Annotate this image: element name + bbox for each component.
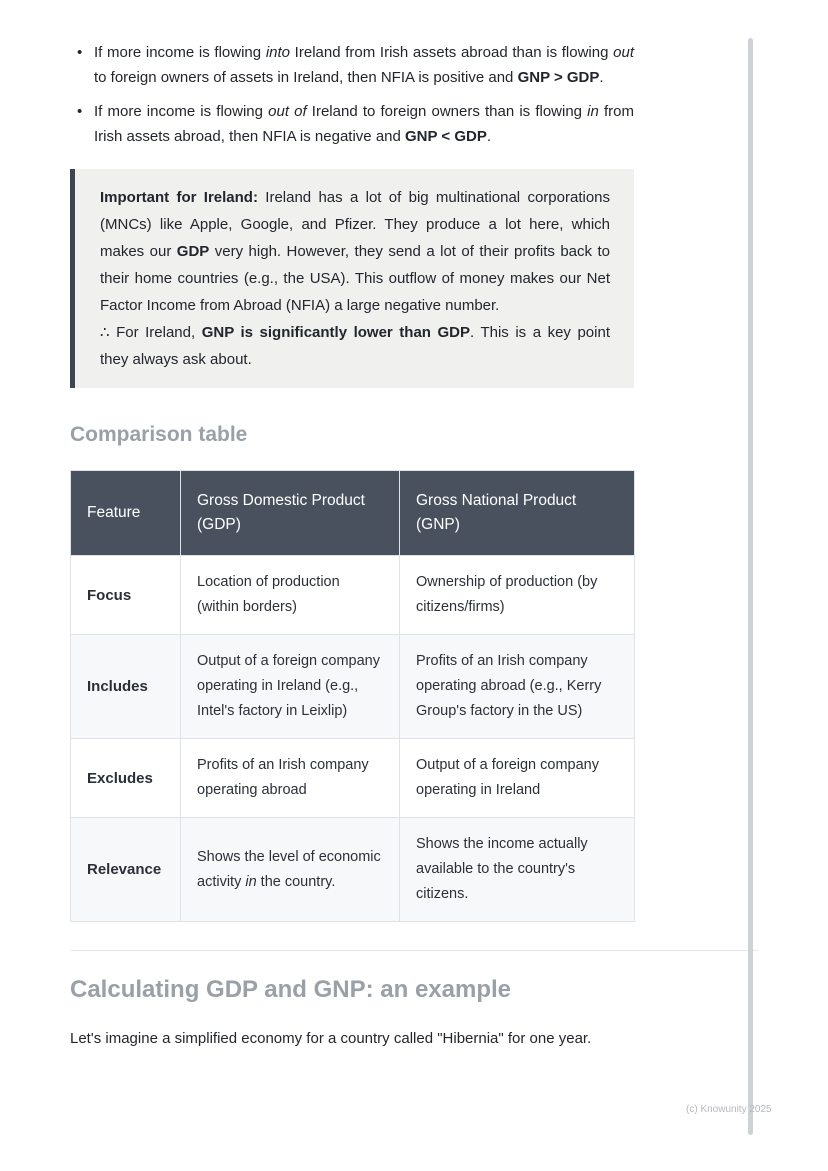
table-header-cell-gdp: Gross Domestic Product (GDP) xyxy=(181,471,400,556)
page-content xyxy=(70,40,758,1051)
scrollbar[interactable] xyxy=(748,38,753,1135)
table-header-row xyxy=(71,471,635,556)
table-cell-feature: Includes xyxy=(71,635,181,739)
table-cell-gdp: Location of production (within borders) xyxy=(181,556,400,635)
watermark: (c) Knowunity 2025 xyxy=(686,1104,772,1115)
bullet-text: If more income is flowing into Ireland from Irish assets abroad than is flowing out to foreign owners of assets in Ireland, then NFIA is positive and GNP > GDP. xyxy=(94,44,634,86)
table-header-cell-feature: Feature xyxy=(71,471,181,556)
bullet-list xyxy=(70,40,634,149)
example-intro: Let's imagine a simplified economy for a country called "Hibernia" for one year. xyxy=(70,1030,592,1047)
table-header-cell-gnp: Gross National Product (GNP) xyxy=(400,471,635,556)
callout-important xyxy=(70,169,634,388)
callout-paragraph: ∴ For Ireland, GNP is significantly lower than GDP. This is a key point they always ask about. xyxy=(100,324,610,368)
table-cell-feature: Focus xyxy=(71,556,181,635)
table-row-excludes xyxy=(71,739,635,818)
table-cell-feature: Excludes xyxy=(71,739,181,818)
bullet-item xyxy=(70,99,634,149)
section-divider xyxy=(70,950,758,951)
table-cell-gnp: Ownership of production (by citizens/firms) xyxy=(400,556,635,635)
table-cell-gdp: Shows the level of economic activity in the country. xyxy=(181,818,400,922)
bullet-marker: • xyxy=(77,44,83,61)
table-cell-gnp: Shows the income actually available to the country's citizens. xyxy=(400,818,635,922)
section-heading-example: Calculating GDP and GNP: an example xyxy=(70,976,511,1003)
section-heading-comparison-table: Comparison table xyxy=(70,423,248,446)
table-row-focus xyxy=(71,556,635,635)
table-cell-gdp: Output of a foreign company operating in Ireland (e.g., Intel's factory in Leixlip) xyxy=(181,635,400,739)
table-row-relevance xyxy=(71,818,635,922)
bullet-marker: • xyxy=(77,103,83,120)
table-cell-gdp: Profits of an Irish company operating abroad xyxy=(181,739,400,818)
bullet-item xyxy=(70,40,634,90)
table-cell-gnp: Profits of an Irish company operating abroad (e.g., Kerry Group's factory in the US) xyxy=(400,635,635,739)
bullet-text: If more income is flowing out of Ireland to foreign owners than is flowing in from Irish assets abroad, then NFIA is negative and GNP < GDP. xyxy=(94,103,635,145)
callout-paragraph: Important for Ireland: Ireland has a lot of big multinational corporations (MNCs) like Apple, Google, and Pfizer. They produce a lot here, which makes our GDP very high. However, they send a lot of their profits back to their home countries (e.g., the USA). This outflow of money makes our Net Factor Income from Abroad (NFIA) a large negative number. xyxy=(100,189,611,314)
table-row-includes xyxy=(71,635,635,739)
table-cell-gnp: Output of a foreign company operating in Ireland xyxy=(400,739,635,818)
comparison-table xyxy=(70,470,635,922)
table-cell-feature: Relevance xyxy=(71,818,181,922)
